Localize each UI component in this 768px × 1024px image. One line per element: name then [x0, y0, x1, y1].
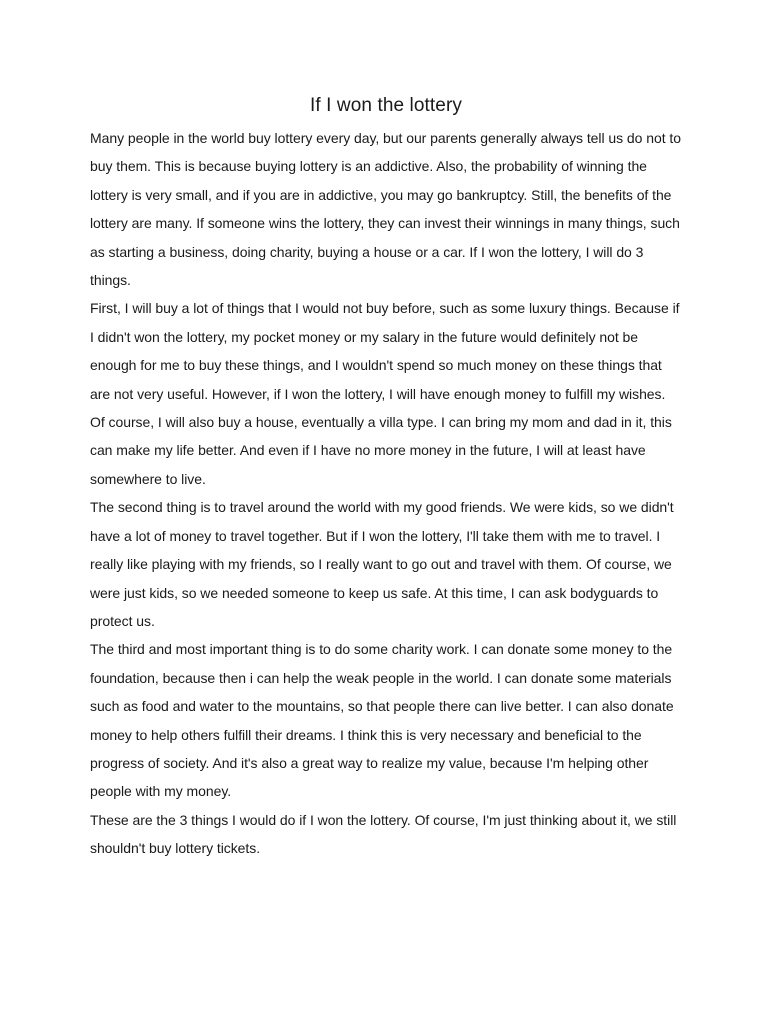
paragraph-second-thing: The second thing is to travel around the world with my good friends. We were kids, so we didn't have a lot of money to travel together. But if I won the lottery, I'll take them with me to travel. I really like playing with my friends, so I really want to go out and travel with them. Of course, we were just kids, so we needed someone to keep us safe. At this time, I can ask bodyguards to protect us.	[90, 499, 674, 629]
document-page	[90, 92, 682, 863]
paragraph-first-thing: First, I will buy a lot of things that I would not buy before, such as some luxury things. Because if I didn't won the lottery, my pocket money or my salary in the future would definitely not be enough for me to buy these things, and I wouldn't spend so much money on these things that are not very useful. However, if I won the lottery, I will have enough money to fulfill my wishes. Of course, I will also buy a house, eventually a villa type. I can bring my mom and dad in it, this can make my life better. And even if I have no more money in the future, I will at least have somewhere to live.	[90, 300, 680, 487]
paragraph-conclusion: These are the 3 things I would do if I won the lottery. Of course, I'm just thinking about it, we still shouldn't buy lottery tickets.	[90, 811, 677, 857]
paragraph-intro: Many people in the world buy lottery every day, but our parents generally always tell us do not to buy them. This is because buying lottery is an addictive. Also, the probability of winning the lottery is very small, and if you are in addictive, you may go bankruptcy. Still, the benefits of the lottery are many. If someone wins the lottery, they can invest their winnings in many things, such as starting a business, doing charity, buying a house or a car. If I won the lottery, I will do 3 things.	[90, 130, 681, 289]
paragraph-third-thing: The third and most important thing is to do some charity work. I can donate some money to the foundation, because then i can help the weak people in the world. I can donate some materials such as food and water to the mountains, so that people there can live better. I can also donate money to help others fulfill their dreams. I think this is very necessary and beneficial to the progress of society. And it's also a great way to realize my value, because I'm helping other people with my money.	[90, 641, 674, 800]
document-title: If I won the lottery	[310, 95, 462, 116]
